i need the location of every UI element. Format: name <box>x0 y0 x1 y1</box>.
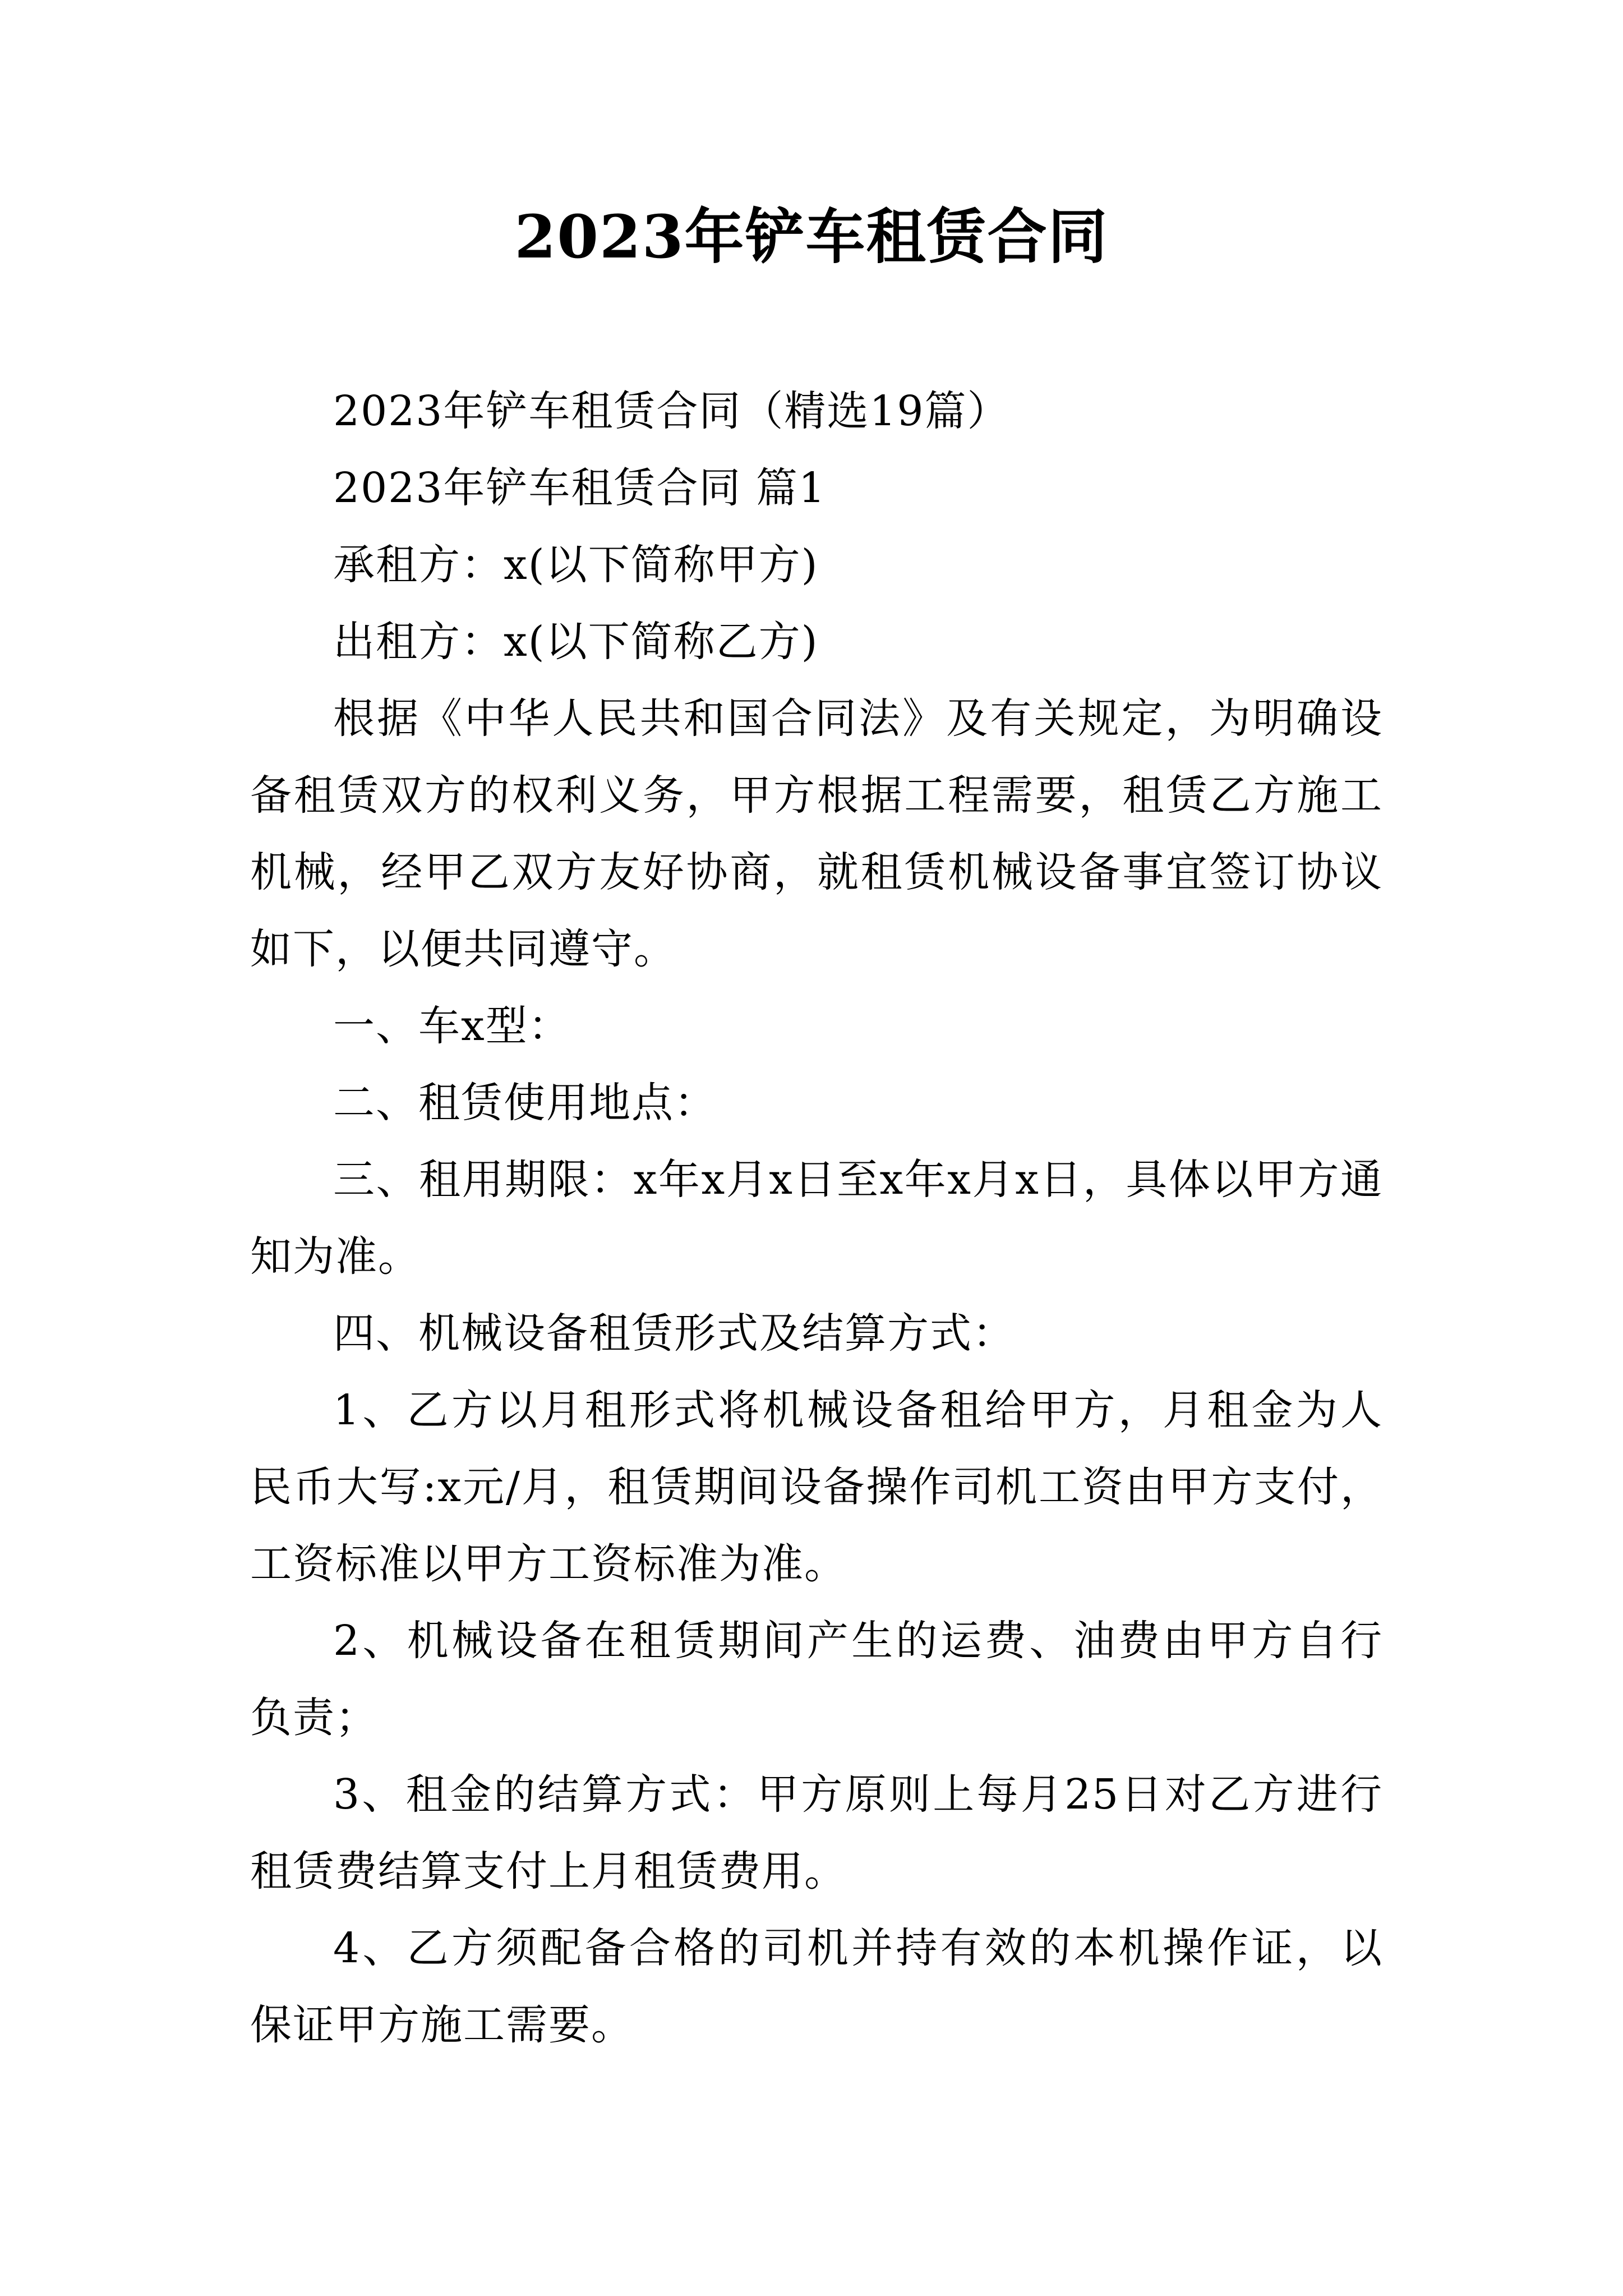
paragraph-lessee: 承租方：x(以下简称甲方) <box>333 541 819 589</box>
paragraph-clause-2: 二、租赁使用地点： <box>333 1079 717 1127</box>
paragraph-clause-4: 四、机械设备租赁形式及结算方式： <box>333 1309 1015 1358</box>
document-body <box>250 373 1383 2064</box>
paragraph-item-3: 3、租金的结算方式：甲方原则上每月25日对乙方进行租赁费结算支付上月租赁费用。 <box>250 1770 1383 1895</box>
paragraph-clause-1: 一、车x型： <box>333 1002 571 1050</box>
paragraph-subtitle: 2023年铲车租赁合同（精选19篇） <box>333 387 1010 435</box>
paragraph-item-4: 4、乙方须配备合格的司机并持有效的本机操作证，以保证甲方施工需要。 <box>250 1924 1383 2049</box>
paragraph-clause-3: 三、租用期限：x年x月x日至x年x月x日，具体以甲方通知为准。 <box>250 1156 1383 1281</box>
paragraph-lessor: 出租方：x(以下简称乙方) <box>333 618 819 666</box>
document-title: 2023年铲车租赁合同 <box>514 201 1109 272</box>
paragraph-section-heading: 2023年铲车租赁合同 篇1 <box>333 464 826 512</box>
paragraph-preamble: 根据《中华人民共和国合同法》及有关规定，为明确设备租赁双方的权利义务，甲方根据工程需要，租赁乙方施工机械，经甲乙双方友好协商，就租赁机械设备事宜签订协议如下，以便共同遵守。 <box>250 694 1383 973</box>
paragraph-item-2: 2、机械设备在租赁期间产生的运费、油费由甲方自行负责； <box>250 1617 1383 1742</box>
paragraph-item-1: 1、乙方以月租形式将机械设备租给甲方，月租金为人民币大写:x元/月，租赁期间设备操作司机工资由甲方支付，工资标准以甲方工资标准为准。 <box>250 1386 1383 1588</box>
